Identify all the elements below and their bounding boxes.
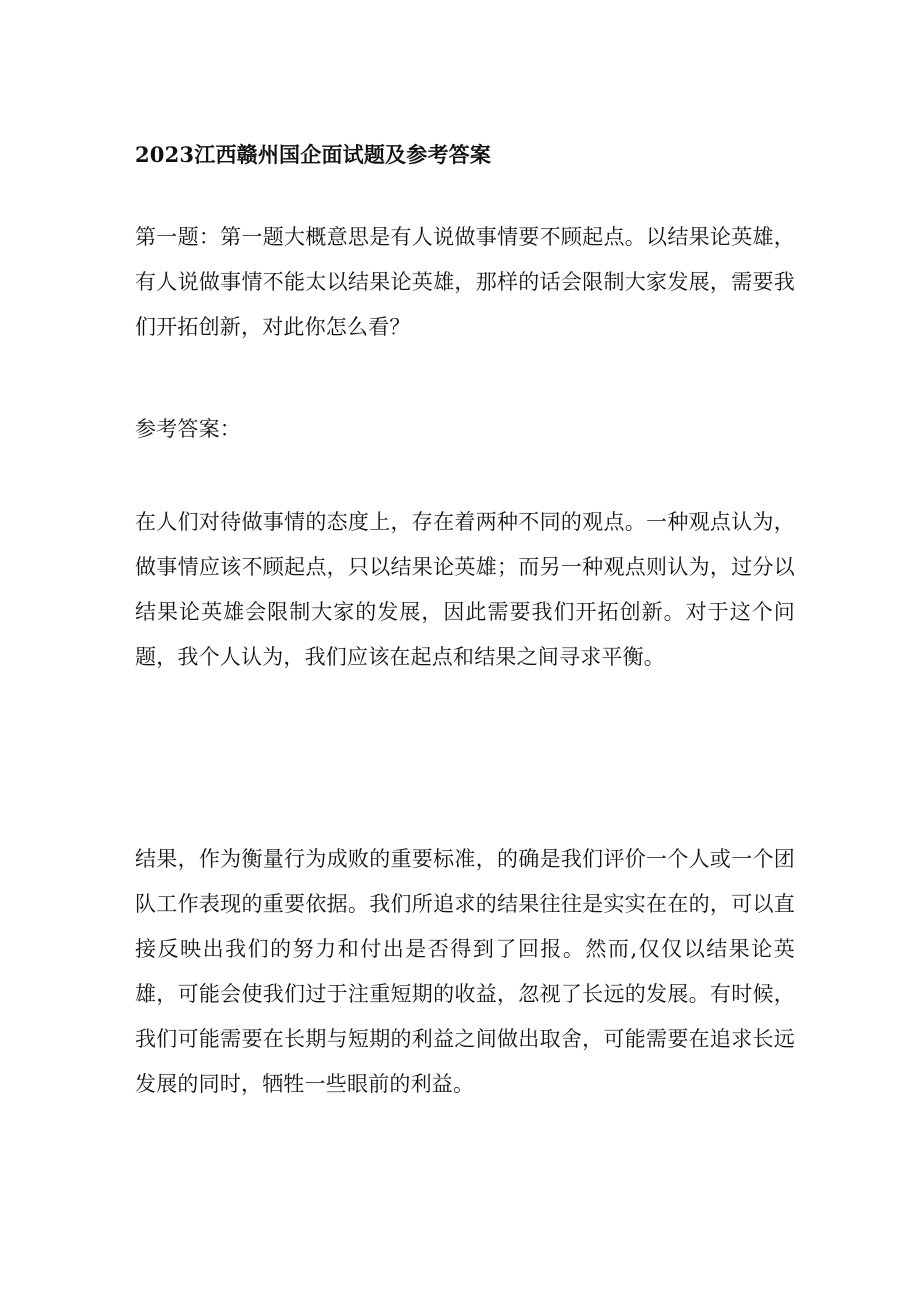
answer-paragraph-1: 在人们对待做事情的态度上，存在着两种不同的观点。一种观点认为，做事情应该不顾起点，只以结果论英雄；而另一种观点则认为，过分以结果论英雄会限制大家的发展，因此需要我们开拓创新。对于这个问题，我个人认为，我们应该在起点和结果之间寻求平衡。 (135, 510, 795, 669)
answer-label: 参考答案： (135, 417, 241, 441)
question-text: 第一题：第一题大概意思是有人说做事情要不顾起点。以结果论英雄，有人说做事情不能太以结果论英雄，那样的话会限制大家发展，需要我们开拓创新，对此你怎么看？ (135, 225, 795, 339)
document-title: 2023江西赣州国企面试题及参考答案 (135, 142, 492, 167)
answer-paragraph-2: 结果，作为衡量行为成败的重要标准，的确是我们评价一个人或一个团队工作表现的重要依据。我们所追求的结果往往是实实在在的，可以直接反映出我们的努力和付出是否得到了回报。然而,仅仅以结果论英雄，可能会使我们过于注重短期的收益，忽视了长远的发展。有时候，我们可能需要在长期与短期的利益之间做出取舍，可能需要在追求长远发展的同时，牺牲一些眼前的利益。 (135, 847, 795, 1096)
